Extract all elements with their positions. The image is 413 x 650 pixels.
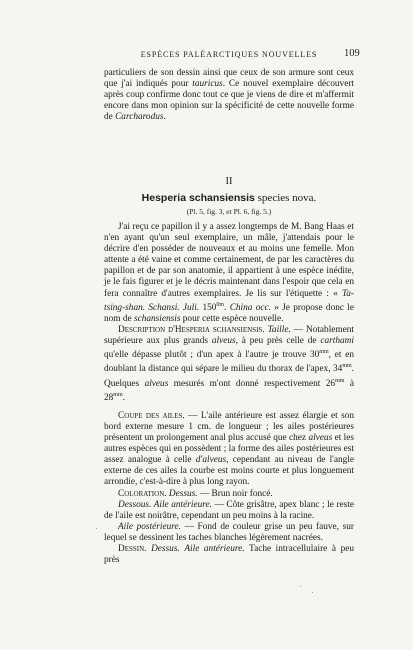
page-number: 109 bbox=[344, 48, 360, 59]
section-number: II bbox=[225, 176, 233, 187]
paragraph-underside-hindwing: Aile postérieure. — Fond de couleur grise un peu fauve, sur lequel se dessinent les taches blanches légèrement nacrées. bbox=[104, 521, 354, 543]
species-designation: species nova. bbox=[254, 192, 317, 204]
paper-speck bbox=[300, 586, 301, 587]
species-name: Hesperia schansiensis bbox=[141, 192, 255, 204]
running-title: ESPÈCES PALÉARCTIQUES NOUVELLES bbox=[140, 50, 318, 59]
paper-speck bbox=[312, 592, 313, 593]
paragraph-underside-forewing: Dessous. Aile antérieure. — Côte grisâtre, apex blanc ; le reste de l'aile est noirâtre, cependant un peu moins à la racine. bbox=[104, 499, 354, 521]
paragraph-size: Description d'Hesperia schansiensis. Taille. — Notablement supérieure aux plus grands alveus, à peu près celle de carthami qu'elle dépasse plutôt ; d'un apex à l'autre je trouve $30^{mm}$, et en doublant la distance qui sépare le milieu du thorax de l'apex, $34^{mm}$. Quelques alveus mesurés m'ont donné respectivement $26^{mm}$ à $28^{mm}$. bbox=[104, 324, 355, 403]
paragraph-wing-shape: Coupe des ailes. — L'aile antérieure est assez élargie et son bord externe mesure 1 cm. de longueur ; les ailes postérieures présentent un prolongement anal plus accusé que chez alveus et les autres espèces qui en possèdent ; la forme des ailes postérieures est assez analogue à celle d'alveus, cependant au niveau de l'angle externe de ces ailes la courbe est moins courte et plus longuement arrondie, c'est-à-dire à plus long rayon. bbox=[104, 410, 355, 488]
plate-reference: (Pl. 5, fig. 3, et Pl. 6, fig. 5.) bbox=[186, 207, 272, 216]
species-title bbox=[104, 192, 354, 204]
description-body bbox=[104, 222, 354, 566]
paragraph-intro: J'ai reçu ce papillon il y a assez longtemps de M. Bang Haas et n'en ayant qu'un seul exemplaire, un mâle, j'attendais pour le décrire d'en posséder de nouveaux et au moins une femelle. Mon attente a été vaine et comme certainement, de par les caractères du papillon et de par son anatomie, il appartient à une espèce inédite, je le fais figurer et je le décris maintenant dans l'espoir que cela en fera connaître d'autres exemplaires. Je lis sur l'étiquette : « Ta-tsing-shan. Schansi. Juli. $150^{0m}$. China occ. » Je propose donc le nom de schansiensis pour cette espèce nouvelle. bbox=[104, 222, 354, 324]
intro-paragraph: particuliers de son dessin ainsi que ceux de son armure sont ceux que j'ai indiqués pour tauricus. Ce nouvel exemplaire découvert après coup confirme donc tout ce que je viens de dire et m'affermit encore dans mon opinion sur la spécificité de cette nouvelle forme de Carcharodus. bbox=[104, 68, 355, 123]
paragraph-pattern: Dessin. Dessus. Aile antérieure. Tache intracellulaire à peu près bbox=[104, 544, 355, 566]
paragraph-coloration: Coloration. Dessus. — Brun noir foncé. bbox=[118, 488, 273, 499]
paper-speck bbox=[96, 528, 97, 529]
